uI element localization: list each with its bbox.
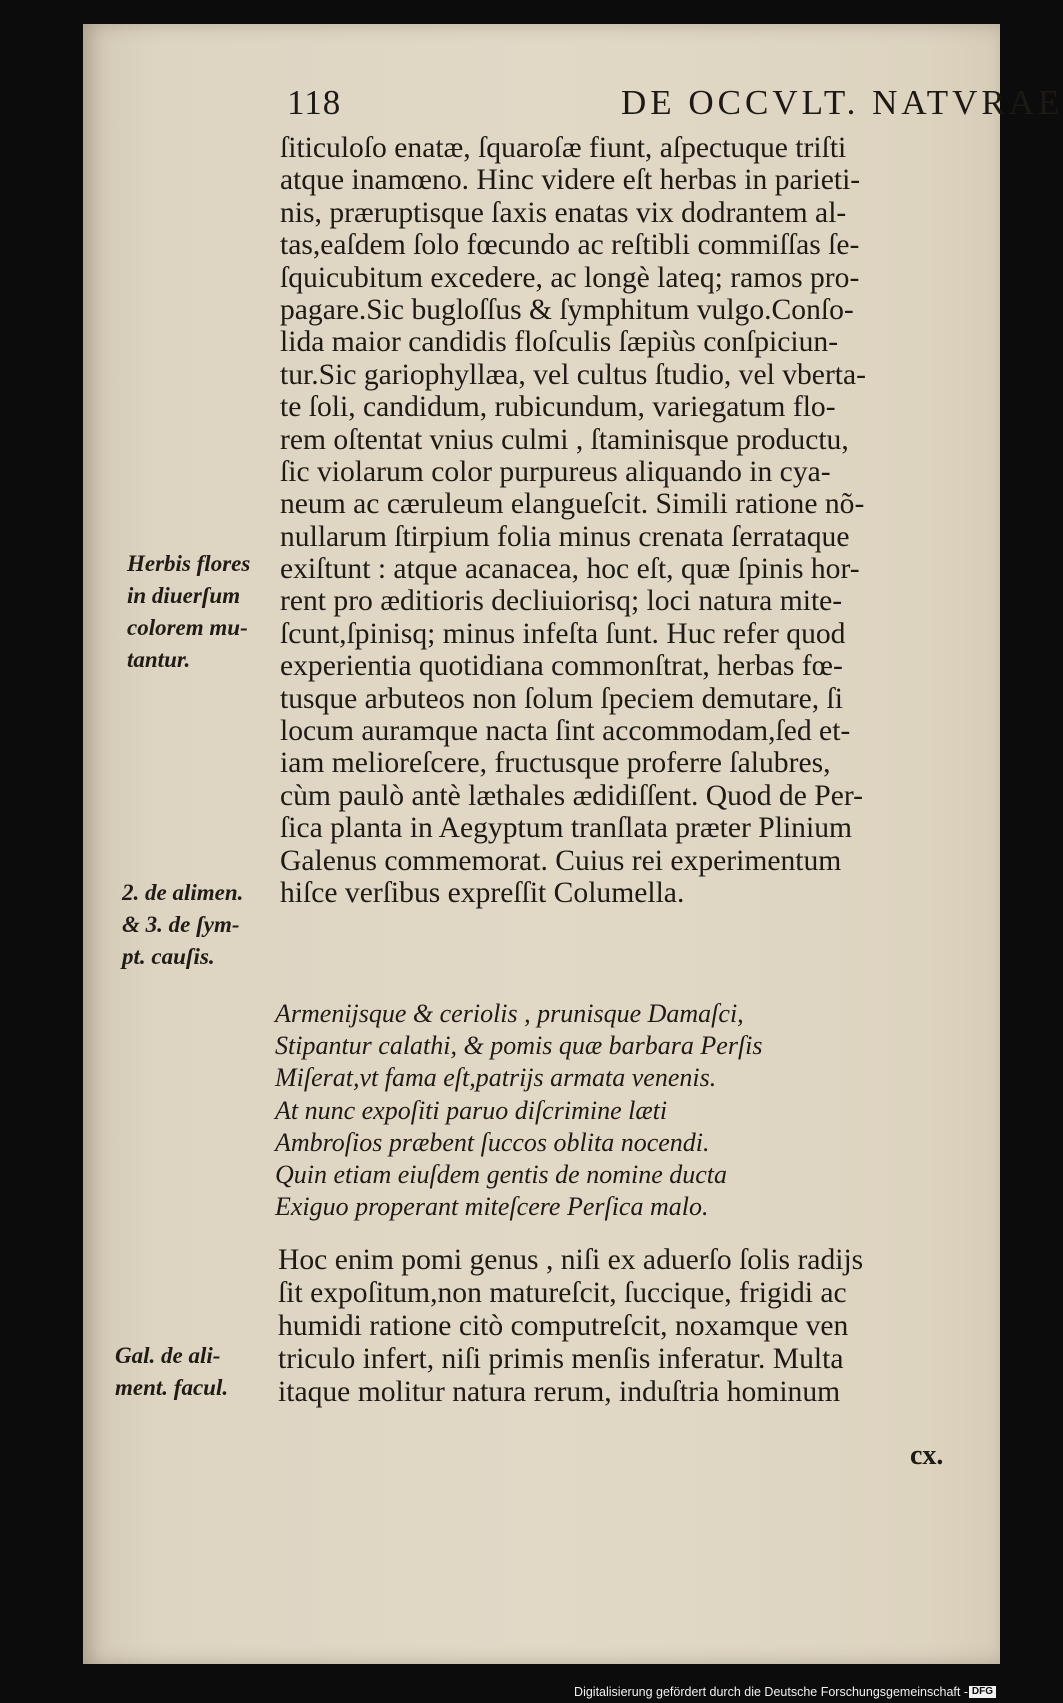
note-line: 2. de alimen.: [122, 880, 244, 905]
page-number: 118: [287, 83, 342, 122]
main-text-block: [280, 132, 980, 909]
funding-credit: Digitalisierung gefördert durch die Deutsche Forschungsgemeinschaft -: [574, 1685, 968, 1699]
running-title: DE OCCVLT. NATVRAE: [621, 83, 1063, 122]
text-line: ſcunt,ſpinisq; minus infeſta ſunt. Huc refer quod: [280, 617, 846, 650]
text-line: experientia quotidiana commonſtrat, herbas fœ-: [280, 650, 843, 683]
note-line: tantur.: [127, 647, 191, 672]
verse-line: Armenijsque & ceriolis , prunisque Damaſci,: [275, 999, 744, 1028]
marginal-note-flowers: [127, 548, 250, 676]
text-line: lida maior candidis floſculis ſæpiùs conſpiciun-: [280, 326, 839, 359]
text-line: humidi ratione citò computreſcit, noxamque ven: [278, 1310, 849, 1342]
text-line: rent pro æditioris decliuiorisq; loci natura mite-: [280, 585, 843, 618]
text-line: iam melioreſcere, fructusque proferre ſalubres,: [280, 747, 831, 780]
text-line: Galenus commemorat. Cuius rei experimentum: [280, 844, 842, 877]
text-line: exiſtunt : atque acanacea, hoc eſt, quæ ſpinis hor-: [280, 553, 860, 586]
note-line: Herbis flores: [127, 551, 251, 576]
text-line: locum auramque nacta ſint accommodam,ſed et-: [280, 715, 851, 748]
verse-line: Stipantur calathi, & pomis quæ barbara Perſis: [275, 1031, 763, 1061]
text-line: te ſoli, candidum, rubicundum, variegatum flo-: [280, 391, 836, 424]
text-line: atque inamœno. Hinc videre eſt herbas in parieti-: [280, 164, 861, 197]
note-line: in diuerſum: [127, 583, 241, 608]
text-line: rem oſtentat vnius culmi , ſtaminisque productu,: [280, 423, 849, 456]
marginal-note-galen-refs: [122, 877, 243, 973]
text-line: ſic violarum color purpureus aliquando in cya-: [280, 455, 831, 488]
text-line: nullarum ſtirpium folia minus crenata ſerrataque: [280, 520, 850, 553]
verse-block: [275, 998, 915, 1223]
text-line: tur.Sic gariophyllæa, vel cultus ſtudio, vel vberta-: [280, 358, 867, 391]
note-line: & 3. de ſym-: [122, 912, 240, 937]
verse-line: Exiguo properant miteſcere Perſica malo.: [275, 1192, 709, 1222]
verse-line: At nunc expoſiti paruo diſcrimine læti: [275, 1095, 668, 1125]
text-line: tas,eaſdem ſolo fœcundo ac reſtibli commiſſas ſe-: [280, 229, 860, 262]
text-line: ſquicubitum excedere, ac longè lateq; ramos pro-: [280, 261, 860, 294]
text-line: neum ac cæruleum elangueſcit. Simili ratione nõ-: [280, 488, 865, 521]
text-line: pagare.Sic bugloſſus & ſymphitum vulgo.Conſo-: [280, 293, 854, 326]
text-line: itaque molitur natura rerum, induſtria hominum: [278, 1376, 841, 1408]
note-line: ment. facul.: [115, 1375, 229, 1400]
text-line: tusque arbuteos non ſolum ſpeciem demutare, ſi: [280, 682, 843, 715]
text-line: hiſce verſibus expreſſit Columella.: [280, 876, 685, 909]
text-line: triculo infert, niſi primis menſis inferatur. Multa: [278, 1343, 844, 1375]
text-line: Hoc enim pomi genus , niſi ex aduerſo ſolis radijs: [278, 1244, 864, 1276]
catchword: cx.: [910, 1440, 944, 1471]
text-line: nis, præruptisque ſaxis enatas vix dodrantem al-: [280, 196, 847, 229]
verse-line: Quin etiam eiuſdem gentis de nomine ducta: [275, 1159, 728, 1189]
main-text-block-2: [278, 1244, 978, 1409]
text-line: ſica planta in Aegyptum tranſlata præter Plinium: [280, 812, 853, 845]
note-line: colorem mu-: [127, 615, 248, 640]
text-line: ſit expoſitum,non matureſcit, ſuccique, frigidi ac: [278, 1277, 847, 1309]
note-line: Gal. de ali-: [115, 1343, 221, 1368]
dfg-logo: DFG: [969, 1686, 996, 1698]
text-line: ſiticuloſo enatæ, ſquaroſæ fiunt, aſpectuque triſti: [280, 132, 847, 164]
text-line: cùm paulò antè læthales ædidiſſent. Quod de Per-: [280, 779, 863, 812]
verse-line: Ambroſios præbent ſuccos oblita nocendi.: [275, 1127, 710, 1157]
marginal-note-gal-aliment: [115, 1340, 228, 1404]
digitization-footer: [0, 1681, 1000, 1703]
note-line: pt. cauſis.: [122, 944, 215, 969]
verse-line: Miſerat,vt fama eſt,patrijs armata venenis.: [275, 1063, 717, 1093]
page-header: [203, 83, 1063, 133]
